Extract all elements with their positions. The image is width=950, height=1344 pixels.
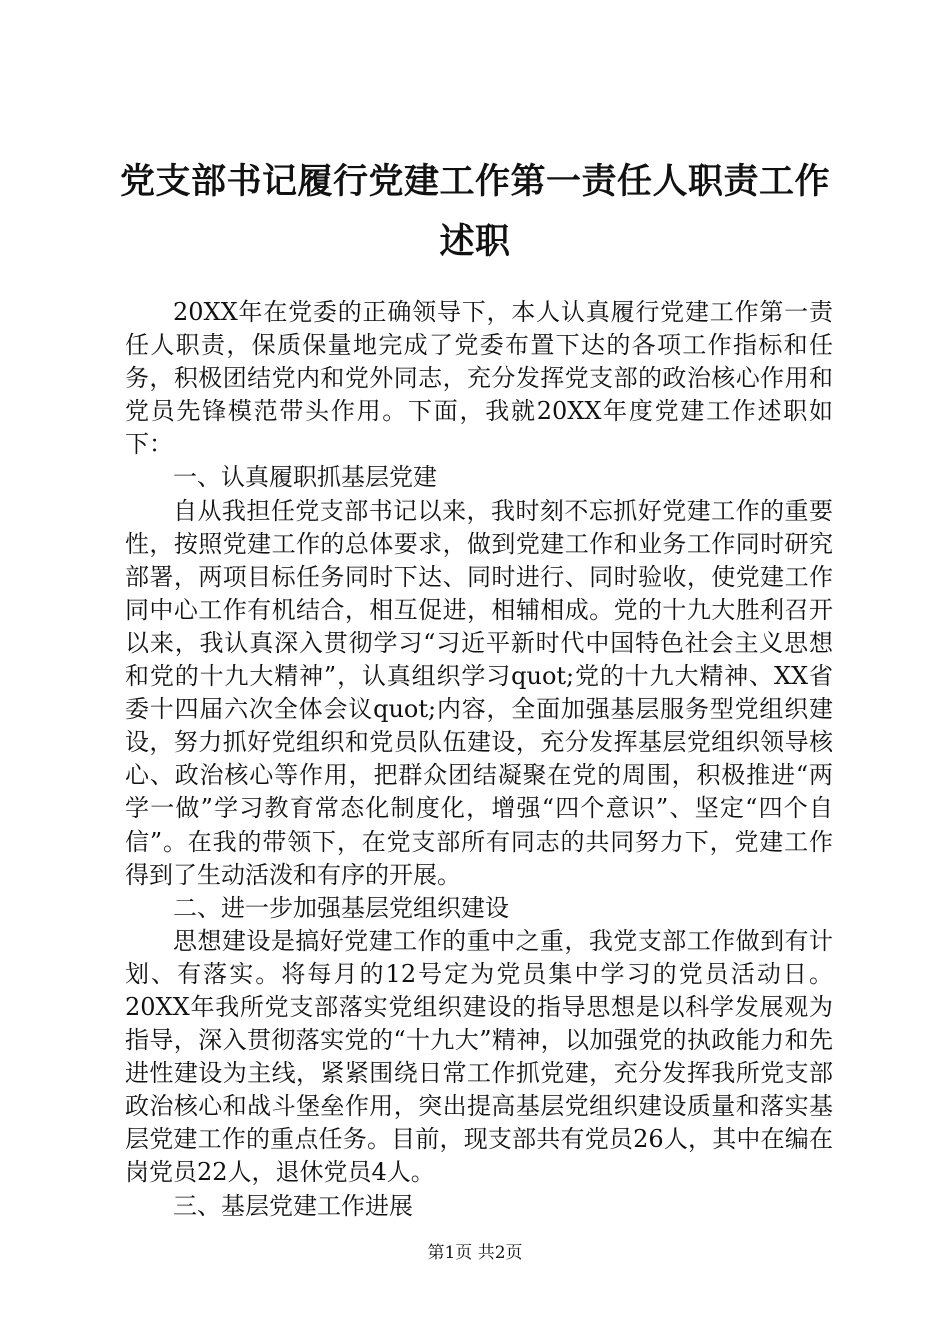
document-title-line-1: 党支部书记履行党建工作第一责任人职责工作 [119,162,830,202]
document-body [125,296,833,1223]
document-title-line-2: 述职 [439,222,511,262]
page-footer: 第1页 共2页 [427,1243,523,1263]
section-heading-3: 三、基层党建工作进展 [173,1191,413,1220]
paragraph-section-1: 自从我担任党支部书记以来，我时刻不忘抓好党建工作的重要性，按照党建工作的总体要求，做到党建工作和业务工作同时研究部署，两项目标任务同时下达、同时进行、同时验收，使党建工作同中心工作有机结合，相互促进，相辅相成。党的十九大胜利召开以来，我认真深入贯彻学习“习近平新时代中国特色社会主义思想和党的十九大精神”，认真组织学习quot;党的十九大精神、XX省委十四届六次全体会议quot;内容，全面加强基层服务型党组织建设，努力抓好党组织和党员队伍建设，充分发挥基层党组织领导核心、政治核心等作用，把群众团结凝聚在党的周围，积极推进“两学一做”学习教育常态化制度化，增强“四个意识”、坚定“四个自信”。在我的带领下，在党支部所有同志的共同努力下，党建工作得到了生动活泼和有序的开展。 [125,496,833,889]
section-heading-1: 一、认真履职抓基层党建 [173,463,437,492]
paragraph-section-2: 思想建设是搞好党建工作的重中之重，我党支部工作做到有计划、有落实。将每月的12号定为党员集中学习的党员活动日。20XX年我所党支部落实党组织建设的指导思想是以科学发展观为指导，深入贯彻落实党的“十九大”精神，以加强党的执政能力和先进性建设为主线，紧紧围绕日常工作抓党建，充分发挥我所党支部政治核心和战斗堡垒作用，突出提高基层党组织建设质量和落实基层党建工作的重点任务。目前，现支部共有党员26人，其中在编在岗党员22人，退休党员4人。 [125,926,833,1187]
section-heading-2: 二、进一步加强基层党组织建设 [173,893,509,922]
paragraph-intro: 20XX年在党委的正确领导下，本人认真履行党建工作第一责任人职责，保质保量地完成了党委布置下达的各项工作指标和任务，积极团结党内和党外同志，充分发挥党支部的政治核心作用和党员先锋模范带头作用。下面，我就20XX年度党建工作述职如下： [125,298,833,459]
